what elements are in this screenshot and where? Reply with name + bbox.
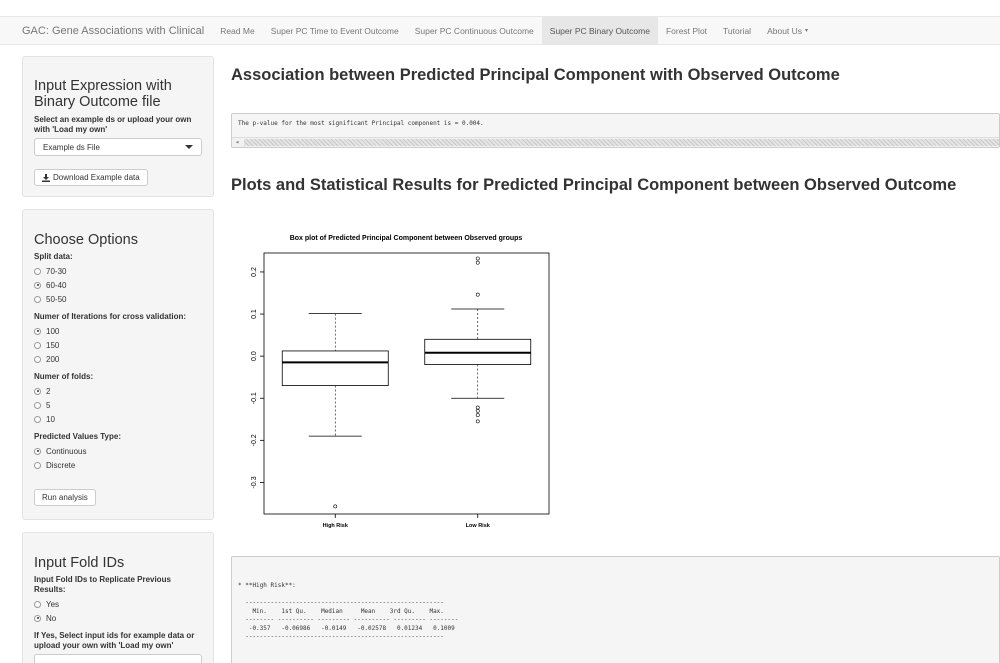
radio-circle[interactable]: [34, 342, 41, 349]
radio-iterations-150[interactable]: [34, 338, 202, 352]
dataset-select[interactable]: [34, 138, 202, 156]
box-plot: [231, 225, 571, 535]
fold-ids-note: If Yes, Select input ids for example data or upload your own with 'Load my own': [34, 631, 195, 650]
radio-label: Discrete: [46, 460, 76, 470]
outlier-point: [476, 413, 479, 416]
nav-tutorial[interactable]: Tutorial: [723, 25, 752, 36]
y-tick-label: 0.0: [250, 351, 258, 362]
radio-label: 5: [46, 400, 51, 410]
pvalue-text: The p-value for the most significant Principal component is = 0.004.: [238, 120, 484, 127]
radio-circle[interactable]: [34, 356, 41, 363]
radio-circle[interactable]: [34, 296, 41, 303]
y-tick-label: 0.2: [250, 267, 258, 277]
radio-circle[interactable]: [34, 282, 41, 289]
outlier-point: [476, 293, 479, 296]
nav-forest-plot[interactable]: Forest Plot: [665, 25, 708, 36]
chart-title: Box plot of Predicted Principal Component between Observed groups: [289, 235, 523, 242]
radio-iterations-200[interactable]: [34, 352, 202, 366]
radio-label: 100: [46, 326, 60, 336]
predicted-type-label: Predicted Values Type:: [34, 432, 121, 441]
outlier-point: [476, 420, 479, 423]
nav-time-to-event[interactable]: Super PC Time to Event Outcome: [270, 25, 399, 36]
radio-circle[interactable]: [34, 416, 41, 423]
y-tick-label: 0.1: [250, 309, 258, 319]
radio-iterations-100[interactable]: [34, 324, 202, 338]
input-panel: [22, 56, 214, 197]
radio-split-70-30[interactable]: [34, 264, 202, 278]
radio-label: 10: [46, 414, 55, 424]
radio-label: 2: [46, 386, 51, 396]
nav-continuous-outcome[interactable]: Super PC Continuous Outcome: [414, 25, 534, 36]
chevron-down-icon: [185, 145, 193, 149]
radio-circle[interactable]: [34, 388, 41, 395]
scroll-left-icon[interactable]: ◂: [235, 138, 240, 146]
y-tick-label: -0.3: [250, 476, 258, 489]
summary-output: [231, 556, 1000, 663]
summary-line: [238, 591, 999, 600]
outlier-point: [476, 406, 479, 409]
radio-circle[interactable]: [34, 615, 41, 622]
iterations-label: Numer of Iterations for cross validation:: [34, 312, 187, 321]
radio-folds-10[interactable]: [34, 412, 202, 426]
outlier-point: [476, 261, 479, 264]
dataset-select-value: Example ds File: [43, 142, 100, 152]
fold-ids-panel: [22, 532, 214, 663]
options-panel: [22, 209, 214, 520]
radio-label: 50-50: [46, 294, 67, 304]
radio-label: Yes: [46, 599, 60, 609]
split-data-label: Split data:: [34, 252, 73, 261]
radio-circle[interactable]: [34, 462, 41, 469]
radio-circle[interactable]: [34, 601, 41, 608]
x-tick-label: High Risk: [322, 523, 348, 529]
box: [282, 351, 388, 386]
y-tick-label: -0.1: [250, 392, 258, 405]
radio-circle[interactable]: [34, 448, 41, 455]
radio-replicate-yes[interactable]: [34, 597, 202, 611]
nav-about-us-label: About Us: [767, 25, 803, 36]
outlier-point: [476, 409, 479, 412]
nav-read-me[interactable]: Read Me: [220, 25, 255, 36]
summary-line: * **High Risk**:: [238, 582, 296, 589]
navbar-brand[interactable]: GAC: Gene Associations with Clinical: [22, 24, 205, 37]
radio-folds-2[interactable]: [34, 384, 202, 398]
summary-line: -------------------------------------------------------: [238, 599, 444, 606]
y-tick-label: -0.2: [250, 434, 258, 447]
radio-label: 70-30: [46, 266, 67, 276]
radio-circle[interactable]: [34, 402, 41, 409]
summary-lines: [238, 582, 999, 642]
radio-label: No: [46, 613, 57, 623]
radio-split-60-40[interactable]: [34, 278, 202, 292]
run-analysis-button[interactable]: Run analysis: [34, 489, 96, 506]
outlier-point: [334, 505, 337, 508]
radio-predicted-discrete[interactable]: [34, 458, 202, 472]
radio-circle[interactable]: [34, 268, 41, 275]
replicate-label: Input Fold IDs to Replicate Previous Results:: [34, 575, 171, 594]
fold-ids-panel-title: Input Fold IDs: [34, 555, 125, 571]
download-example-label: Download Example data: [53, 173, 140, 182]
summary-line: -0.357 -0.06986 -0.0149 -0.02578 0.01234 0.1009: [238, 624, 455, 632]
radio-split-50-50[interactable]: [34, 292, 202, 306]
summary-line: Min. 1st Qu. Median Mean 3rd Qu. Max.: [238, 607, 444, 615]
radio-predicted-continuous[interactable]: [34, 444, 202, 458]
outlier-point: [476, 257, 479, 260]
nav-binary-outcome[interactable]: Super PC Binary Outcome: [542, 17, 658, 44]
input-panel-title: Input Expression with Binary Outcome file: [34, 78, 172, 110]
fold-ids-select[interactable]: [34, 654, 202, 663]
radio-label: Continuous: [46, 446, 87, 456]
download-example-button[interactable]: [34, 169, 148, 186]
radio-circle[interactable]: [34, 328, 41, 335]
horizontal-scrollbar[interactable]: [232, 137, 999, 147]
pvalue-output: [231, 113, 1000, 148]
summary-line: -------- ---------- --------- ---------- --------- --------: [238, 616, 459, 623]
nav-about-us[interactable]: [759, 17, 816, 44]
association-heading: Association between Predicted Principal Component with Observed Outcome: [231, 66, 840, 84]
folds-label: Numer of folds:: [34, 372, 94, 381]
radio-label: 150: [46, 340, 60, 350]
plots-heading: Plots and Statistical Results for Predicted Principal Component between Observed Outcome: [231, 176, 957, 194]
radio-folds-5[interactable]: [34, 398, 202, 412]
radio-label: 60-40: [46, 280, 67, 290]
scrollbar-thumb[interactable]: [244, 139, 999, 146]
radio-replicate-no[interactable]: [34, 611, 202, 625]
select-dataset-label: Select an example ds or upload your own with 'Load my own': [34, 115, 192, 134]
x-tick-label: Low Risk: [465, 523, 490, 529]
navbar: [0, 16, 1000, 45]
options-panel-title: Choose Options: [34, 232, 138, 248]
download-icon: [42, 174, 50, 182]
chevron-down-icon: ▾: [805, 28, 809, 34]
radio-label: 200: [46, 354, 60, 364]
summary-line: -------------------------------------------------------: [238, 633, 444, 640]
